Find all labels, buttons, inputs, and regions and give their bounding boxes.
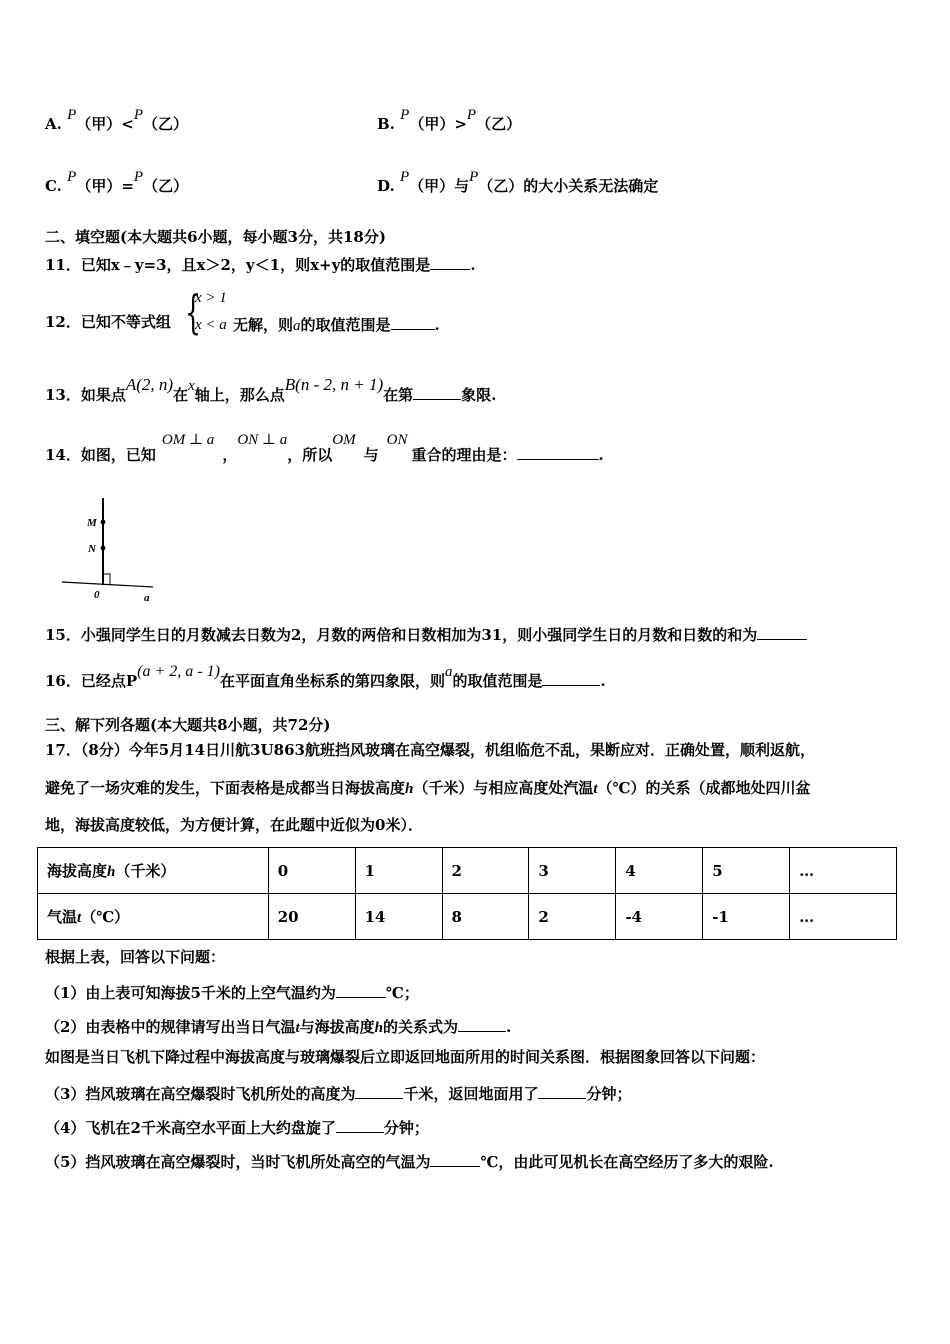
option-d-p1: P bbox=[399, 169, 410, 185]
sub-question-5 bbox=[45, 1152, 774, 1170]
option-a-letter: A. bbox=[45, 115, 62, 133]
q13-suffix: 象限. bbox=[461, 386, 497, 404]
question-16 bbox=[45, 663, 606, 690]
q12-line2: x < a bbox=[195, 317, 227, 333]
q14-cond2: ON ⊥ a bbox=[237, 432, 288, 448]
label-a: a bbox=[144, 592, 150, 604]
option-c-t1: （甲）= bbox=[76, 177, 134, 195]
q12-prefix: 12．已知不等式组 bbox=[45, 313, 171, 331]
q11-blank bbox=[430, 255, 470, 270]
q17-var-t: t bbox=[593, 781, 598, 797]
q13-prefix: 13．如果点 bbox=[45, 386, 126, 404]
option-d bbox=[377, 169, 659, 195]
q16-mid: 在平面直角坐标系的第四象限，则 bbox=[219, 672, 445, 690]
q16-suffix: 的取值范围是 bbox=[452, 672, 543, 690]
altitude-temperature-table bbox=[37, 847, 897, 940]
question-13 bbox=[45, 375, 497, 404]
q12-line1: x > 1 bbox=[195, 290, 227, 306]
q17-line1: 17．（8分）今年5月14日川航3U863航班挡风玻璃在高空爆裂，机组临危不乱，果断应对．正确处置，顺利返航， bbox=[45, 741, 815, 759]
label-o: 0 bbox=[94, 589, 100, 601]
q17-line2b: （千米）与相应高度处汽温 bbox=[413, 779, 594, 797]
q14-om: OM bbox=[332, 432, 356, 448]
q11-text: 11．已知x﹣y=3，且x＞2，y＜1，则x+y的取值范围是 bbox=[45, 256, 431, 274]
table-row-altitude bbox=[38, 848, 897, 894]
section-2-title: 二、填空题(本大题共6小题，每小题3分，共18分) bbox=[45, 228, 386, 246]
q14-end: . bbox=[598, 446, 604, 464]
s1-end: ℃； bbox=[385, 984, 419, 1002]
q17-line2c: （℃）的关系（成都地处四川盆 bbox=[597, 779, 811, 797]
question-15 bbox=[45, 625, 807, 643]
table-cell: 1 bbox=[355, 848, 442, 894]
after-intro: 根据上表，回答以下问题： bbox=[45, 948, 226, 966]
q12-suffix: 的取值范围是 bbox=[300, 316, 391, 334]
option-c-p1: P bbox=[67, 169, 77, 185]
q15-text: 15．小强同学生日的月数减去日数为2，月数的两倍和日数相加为31，则小强同学生日的月数和日数的和为 bbox=[45, 626, 758, 644]
point-m bbox=[101, 520, 106, 525]
option-d-p2: P bbox=[469, 169, 479, 185]
s2-text-c: 的关系式为 bbox=[382, 1018, 458, 1036]
option-a-p1: P bbox=[67, 107, 77, 123]
figure-line-a bbox=[62, 582, 153, 587]
s4-text-b: 分钟； bbox=[383, 1119, 429, 1137]
q13-mid3: 在第 bbox=[383, 386, 414, 404]
sub-question-3 bbox=[45, 1084, 631, 1102]
s4-text-a: （4）飞机在2千米高空水平面上大约盘旋了 bbox=[45, 1119, 336, 1137]
table-cell: 14 bbox=[355, 894, 442, 940]
q14-blank bbox=[517, 445, 599, 460]
sub-question-1 bbox=[45, 983, 419, 1001]
table-cell: 0 bbox=[268, 848, 355, 894]
option-b-t1: （甲）> bbox=[409, 115, 467, 133]
q16-prefix: 16．已经点P bbox=[45, 672, 138, 690]
s2-var-h: h bbox=[374, 1020, 383, 1036]
s3-text-c: 分钟； bbox=[586, 1085, 632, 1103]
table-cell: … bbox=[790, 848, 897, 894]
option-b-t2: （乙） bbox=[476, 115, 522, 133]
s4-blank bbox=[336, 1118, 384, 1133]
option-d-t1: （甲）与 bbox=[409, 177, 470, 195]
q14-on: ON bbox=[386, 432, 408, 448]
s1-blank bbox=[336, 983, 386, 998]
table-header-altitude: 海拔高度h（千米） bbox=[38, 848, 269, 894]
s5-text-b: ℃，由此可见机长在高空经历了多大的艰险. bbox=[480, 1153, 774, 1171]
q12-end: . bbox=[434, 316, 440, 334]
q14-prefix: 14．如图，已知 bbox=[45, 446, 156, 464]
option-b-letter: B. bbox=[377, 115, 395, 133]
option-a bbox=[45, 107, 189, 133]
s2-text-a: （2）由表格中的规律请写出当日气温 bbox=[45, 1018, 296, 1036]
table-cell: 3 bbox=[529, 848, 616, 894]
s2-text-b: 与海拔高度 bbox=[299, 1018, 375, 1036]
table-cell: -1 bbox=[703, 894, 790, 940]
label-m: M bbox=[87, 517, 97, 529]
q17-line3: 地，海拔高度较低，为方便计算，在此题中近似为0米）． bbox=[45, 816, 423, 834]
q16-var: a bbox=[444, 664, 453, 680]
question-12-rest bbox=[233, 315, 440, 334]
s2-var-t: t bbox=[295, 1020, 300, 1036]
table-cell: 4 bbox=[616, 848, 703, 894]
q13-axis: x bbox=[188, 378, 195, 394]
table-cell: 8 bbox=[442, 894, 529, 940]
table-cell: 2 bbox=[442, 848, 529, 894]
section-3-title: 三、解下列各题(本大题共8小题，共72分) bbox=[45, 716, 331, 734]
q16-blank bbox=[542, 671, 600, 686]
q14-yu: 与 bbox=[363, 446, 379, 464]
q12-mid: 无解，则 bbox=[233, 316, 294, 334]
q13-point-a: A(2, n) bbox=[125, 375, 174, 394]
option-a-p2: P bbox=[133, 107, 144, 123]
table-cell: 2 bbox=[529, 894, 616, 940]
q17-line2 bbox=[45, 781, 811, 797]
option-b-p2: P bbox=[466, 107, 477, 123]
q17-var-h: h bbox=[405, 781, 414, 797]
table-cell: 20 bbox=[268, 894, 355, 940]
q17-line2a: 避免了一场灾难的发生，下面表格是成都当日海拔高度 bbox=[45, 779, 406, 797]
question-14 bbox=[45, 432, 604, 464]
option-c-t2: （乙） bbox=[143, 177, 189, 195]
point-n bbox=[101, 546, 106, 551]
q13-mid1: 在 bbox=[173, 386, 189, 404]
q12-brace: { bbox=[185, 285, 202, 339]
s2-end: . bbox=[506, 1018, 512, 1036]
q13-mid2: 轴上，那么点 bbox=[194, 386, 285, 404]
label-n: N bbox=[88, 543, 96, 555]
q12-var: a bbox=[293, 318, 301, 334]
q13-blank bbox=[413, 385, 461, 400]
table-cell: -4 bbox=[616, 894, 703, 940]
table-row-temperature bbox=[38, 894, 897, 940]
option-d-t2: （乙）的大小关系无法确定 bbox=[478, 177, 659, 195]
option-b bbox=[377, 107, 522, 133]
q14-suffix: 重合的理由是： bbox=[411, 446, 517, 464]
right-angle-mark bbox=[103, 574, 110, 584]
q14-cond1: OM ⊥ a bbox=[161, 432, 215, 448]
option-c bbox=[45, 169, 189, 195]
table-cell: … bbox=[790, 894, 897, 940]
sub-question-4 bbox=[45, 1118, 429, 1136]
s2-blank bbox=[458, 1017, 506, 1032]
q13-point-b: B(n - 2, n + 1) bbox=[284, 375, 384, 394]
q11-end: . bbox=[470, 256, 476, 274]
option-d-letter: D. bbox=[377, 177, 395, 195]
q14-comma1: ， bbox=[222, 446, 238, 464]
s1-text: （1）由上表可知海拔5千米的上空气温约为 bbox=[45, 984, 336, 1002]
s3-blank-1 bbox=[355, 1084, 403, 1099]
q14-mid: ，所以 bbox=[287, 446, 333, 464]
q16-end: . bbox=[600, 672, 606, 690]
s3-blank-2 bbox=[538, 1084, 586, 1099]
question-11 bbox=[45, 255, 476, 273]
q12-blank bbox=[391, 315, 435, 330]
option-c-p2: P bbox=[133, 169, 144, 185]
table-header-temperature: 气温t（℃） bbox=[38, 894, 269, 940]
sub-question-2 bbox=[45, 1017, 511, 1036]
q16-point: (a + 2, a - 1) bbox=[137, 663, 220, 680]
s3-text-a: （3）挡风玻璃在高空爆裂时飞机所处的高度为 bbox=[45, 1085, 356, 1103]
q15-blank bbox=[757, 625, 807, 640]
s5-text-a: （5）挡风玻璃在高空爆裂时，当时飞机所处高空的气温为 bbox=[45, 1153, 431, 1171]
perpendicular-figure bbox=[58, 490, 158, 605]
after-intro-2: 如图是当日飞机下降过程中海拔高度与玻璃爆裂后立即返回地面所用的时间关系图．根据图象回答以下问题： bbox=[45, 1048, 766, 1066]
option-c-letter: C. bbox=[45, 177, 62, 195]
option-b-p1: P bbox=[400, 107, 410, 123]
s3-text-b: 千米，返回地面用了 bbox=[403, 1085, 539, 1103]
option-a-t1: （甲）< bbox=[76, 115, 134, 133]
table-cell: 5 bbox=[703, 848, 790, 894]
s5-blank bbox=[430, 1152, 480, 1167]
option-a-t2: （乙） bbox=[143, 115, 189, 133]
